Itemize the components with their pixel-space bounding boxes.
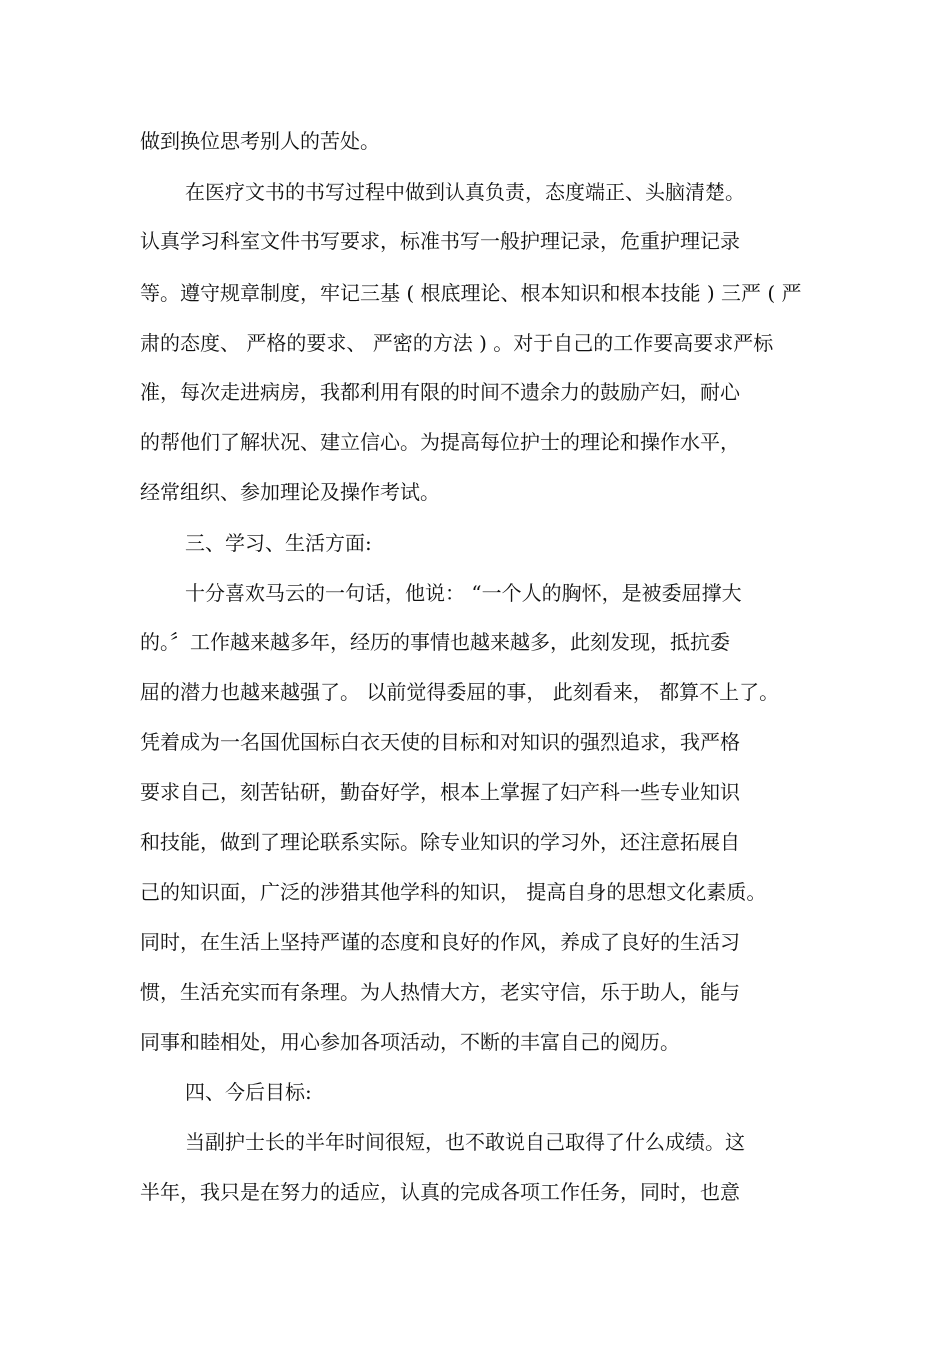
paragraph-line: 准，每次走进病房，我都利用有限的时间不遗余力的鼓励产妇，耐心 (140, 380, 740, 404)
paragraph-line: 半年，我只是在努力的适应，认真的完成各项工作任务，同时，也意 (140, 1180, 740, 1204)
paragraph-line: 认真学习科室文件书写要求，标准书写一般护理记录，危重护理记录 (140, 229, 740, 253)
paragraph-line: 做到换位思考别人的苦处。 (140, 129, 380, 153)
paragraph-line: 十分喜欢马云的一句话，他说： “一个人的胸怀，是被委屈撑大 (185, 581, 742, 605)
paragraph-line: 要求自己，刻苦钻研，勤奋好学，根本上掌握了妇产科一些专业知识 (140, 780, 740, 804)
paragraph-line: 当副护士长的半年时间很短，也不敢说自己取得了什么成绩。这 (185, 1130, 745, 1154)
section-heading: 四、今后目标: (185, 1080, 312, 1104)
paragraph-line: 同事和睦相处，用心参加各项活动，不断的丰富自己的阅历。 (140, 1030, 680, 1054)
paragraph-line: 在医疗文书的书写过程中做到认真负责，态度端正、头脑清楚。 (185, 180, 745, 204)
paragraph-line: 的帮他们了解状况、建立信心。为提高每位护士的理论和操作水平， (140, 430, 740, 454)
paragraph-line: 同时，在生活上坚持严谨的态度和良好的作风，养成了良好的生活习 (140, 930, 740, 954)
paragraph-line: 和技能，做到了理论联系实际。除专业知识的学习外，还注意拓展自 (140, 830, 740, 854)
paragraph-line: 己的知识面，广泛的涉猎其他学科的知识， 提高自身的思想文化素质。 (140, 880, 767, 904)
paragraph-line: 经常组织、参加理论及操作考试。 (140, 480, 440, 504)
paragraph-line: 等。遵守规章制度，牢记三基 ( 根底理论、根本知识和根本技能 ) 三严 ( 严 (140, 281, 802, 305)
paragraph-line: 的。〞工作越来越多年，经历的事情也越来越多，此刻发现，抵抗委 (140, 630, 730, 654)
paragraph-line: 肃的态度、 严格的要求、 严密的方法 ) 。对于自己的工作要高要求严标 (140, 331, 774, 355)
paragraph-line: 凭着成为一名国优国标白衣天使的目标和对知识的强烈追求，我严格 (140, 730, 740, 754)
paragraph-line: 惯，生活充实而有条理。为人热情大方，老实守信，乐于助人，能与 (140, 980, 740, 1004)
section-heading: 三、学习、生活方面: (185, 531, 372, 555)
paragraph-line: 屈的潜力也越来越强了。 以前觉得委屈的事， 此刻看来， 都算不上了。 (140, 680, 780, 704)
